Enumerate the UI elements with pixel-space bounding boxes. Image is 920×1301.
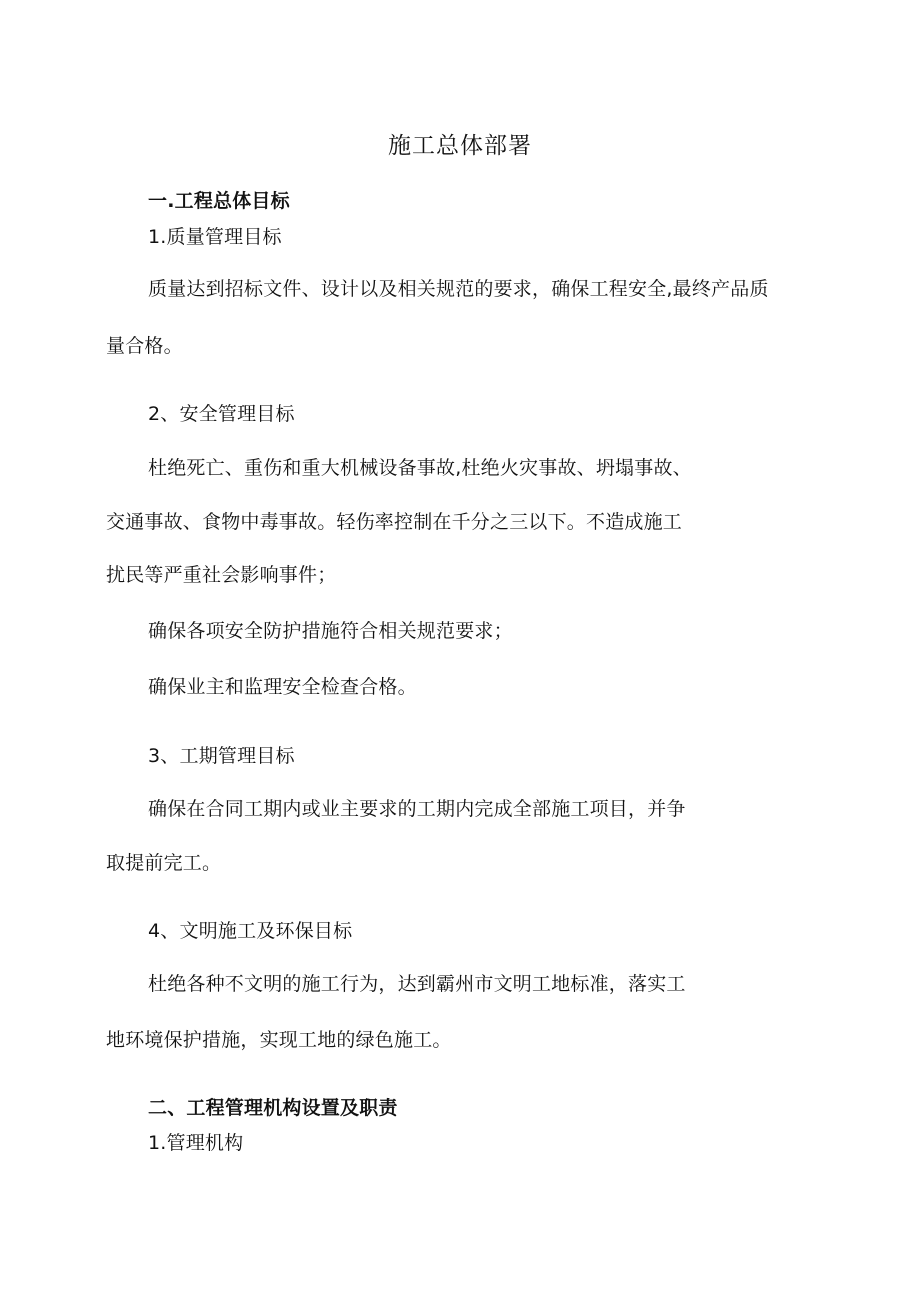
quality-goal-text-line-2: 量合格。 — [106, 335, 183, 357]
schedule-goal-text-line-2: 取提前完工。 — [106, 852, 222, 874]
schedule-goal-text-line-1: 确保在合同工期内或业主要求的工期内完成全部施工项目，并争 — [148, 798, 686, 820]
safety-goal-text-line-2: 交通事故、食物中毒事故。轻伤率控制在千分之三以下。不造成施工 — [106, 511, 683, 533]
safety-goal-text-line-1: 杜绝死亡、重伤和重大机械设备事故,杜绝火灾事故、坍塌事故、 — [148, 457, 692, 479]
section-1-heading: 一.工程总体目标 — [148, 190, 290, 212]
page-title: 施工总体部署 — [388, 133, 532, 159]
quality-goal-text-line-1: 质量达到招标文件、设计以及相关规范的要求，确保工程安全,最终产品质 — [148, 278, 769, 300]
section-2-heading: 二、工程管理机构设置及职责 — [148, 1097, 398, 1119]
schedule-goal-heading: 3、工期管理目标 — [148, 745, 295, 767]
management-organization-heading: 1.管理机构 — [148, 1132, 244, 1154]
safety-goal-heading: 2、安全管理目标 — [148, 403, 295, 425]
safety-goal-text-line-3: 扰民等严重社会影响事件； — [106, 564, 337, 586]
quality-goal-heading: 1.质量管理目标 — [148, 226, 282, 248]
civilized-construction-heading: 4、文明施工及环保目标 — [148, 920, 353, 942]
safety-measures-text: 确保各项安全防护措施符合相关规范要求； — [148, 620, 513, 642]
civilized-construction-text-line-1: 杜绝各种不文明的施工行为，达到霸州市文明工地标准，落实工 — [148, 973, 686, 995]
safety-inspection-text: 确保业主和监理安全检查合格。 — [148, 676, 417, 698]
civilized-construction-text-line-2: 地环境保护措施，实现工地的绿色施工。 — [106, 1029, 452, 1051]
